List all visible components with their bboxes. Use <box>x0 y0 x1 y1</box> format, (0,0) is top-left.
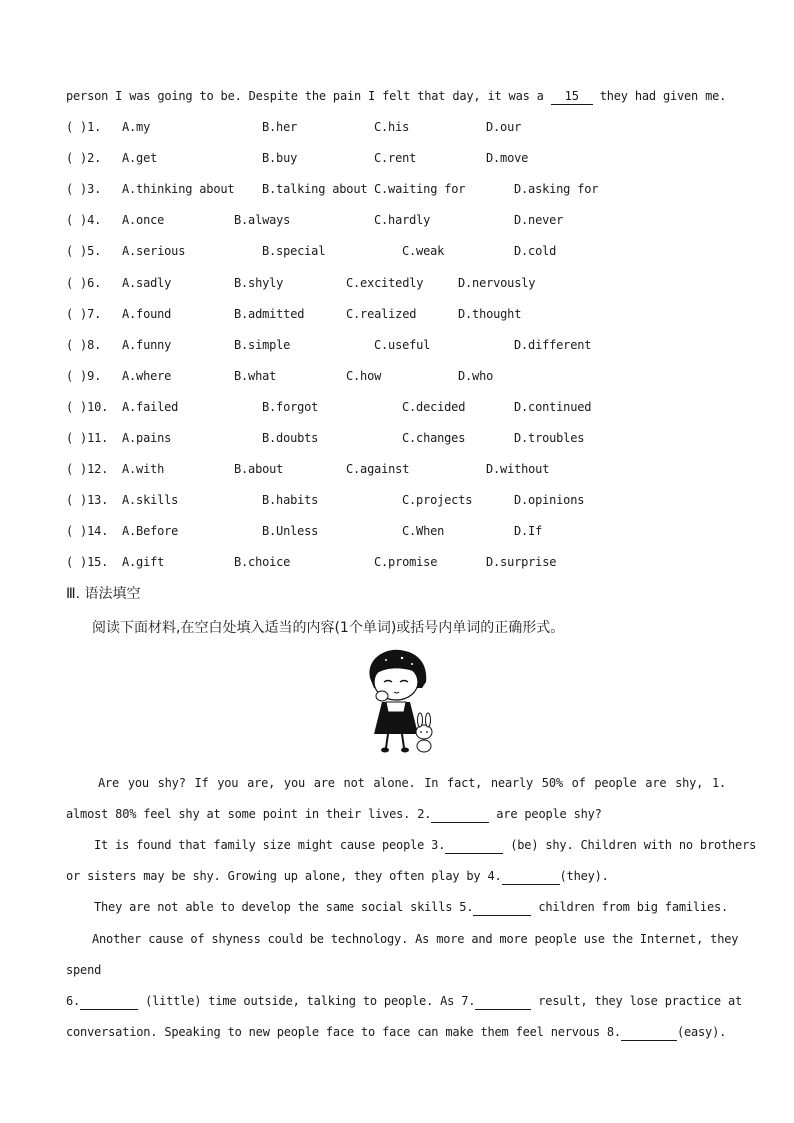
option-c: C.useful <box>374 337 431 352</box>
grammar-line-5: They are not able to develop the same social skills 5. children from big families. <box>94 900 729 914</box>
option-a: A.found <box>122 306 172 321</box>
option-b: B.forgot <box>262 399 319 414</box>
passage-end-before: person I was going to be. Despite the pain I felt that day, it was a <box>66 89 551 103</box>
grammar-line-9: conversation. Speaking to new people face to face can make them feel nervous 8. (easy). <box>66 1025 727 1039</box>
section-instruction: 阅读下面材料,在空白处填入适当的内容(1个单词)或括号内单词的正确形式。 <box>92 620 565 636</box>
option-d: D.without <box>486 462 550 477</box>
option-a: A.get <box>122 151 158 166</box>
option-a: A.funny <box>122 337 172 352</box>
blank-7[interactable] <box>475 993 531 1010</box>
blank-5[interactable] <box>473 899 531 916</box>
option-c: C.projects <box>402 493 473 508</box>
option-b: B.habits <box>262 493 319 508</box>
option-d: D.our <box>486 120 522 134</box>
option-a: A.thinking about <box>122 182 235 197</box>
question-number[interactable]: ( )14. <box>66 524 109 539</box>
option-c: C.When <box>402 524 445 539</box>
option-b: B.always <box>234 213 291 228</box>
option-b: B.admitted <box>234 306 305 321</box>
option-c: C.waiting for <box>374 182 466 197</box>
question-number[interactable]: ( )7. <box>66 306 102 321</box>
option-c: C.weak <box>402 244 445 259</box>
question-number[interactable]: ( )15. <box>66 555 109 570</box>
option-b: B.what <box>234 368 277 383</box>
option-a: A.gift <box>122 555 165 570</box>
option-c: C.decided <box>402 399 466 414</box>
blank-4[interactable] <box>502 868 560 885</box>
grammar-line-7: spend <box>66 963 102 977</box>
option-a: A.serious <box>122 244 186 259</box>
option-b: B.special <box>262 244 326 259</box>
blank-6[interactable] <box>80 993 138 1010</box>
blank-8[interactable] <box>621 1024 677 1041</box>
question-number[interactable]: ( )5. <box>66 244 102 259</box>
option-c: C.promise <box>374 555 438 570</box>
question-number[interactable]: ( )6. <box>66 275 102 290</box>
option-d: D.continued <box>514 399 592 414</box>
option-d: D.thought <box>458 306 522 321</box>
question-number[interactable]: ( )11. <box>66 431 109 445</box>
option-a: A.Before <box>122 524 179 539</box>
option-b: B.shyly <box>234 275 284 290</box>
option-d: D.different <box>514 337 592 352</box>
option-b: B.simple <box>234 337 291 352</box>
option-c: C.excitedly <box>346 275 424 290</box>
passage-end-after: they had given me. <box>592 89 727 103</box>
option-a: A.once <box>122 213 165 228</box>
option-a: A.where <box>122 368 172 383</box>
option-b: B.buy <box>262 151 298 166</box>
option-b: B.choice <box>234 555 291 570</box>
option-a: A.my <box>122 120 151 134</box>
option-b: B.talking about <box>262 182 368 197</box>
option-a: A.sadly <box>122 275 172 290</box>
option-c: C.how <box>346 368 382 383</box>
option-b: B.Unless <box>262 524 319 539</box>
question-number[interactable]: ( )4. <box>66 213 102 228</box>
option-d: D.never <box>514 213 564 228</box>
option-d: D.nervously <box>458 275 536 290</box>
option-c: C.against <box>346 462 410 477</box>
option-d: D.opinions <box>514 493 585 508</box>
question-number[interactable]: ( )9. <box>66 368 102 383</box>
grammar-line-1: Are you shy? If you are, you are not alone. In fact, nearly 50% of people are shy, 1. <box>98 776 726 790</box>
option-d: D.If <box>514 524 543 539</box>
grammar-line-2: almost 80% feel shy at some point in their lives. 2. are people shy? <box>66 807 602 821</box>
question-number[interactable]: ( )12. <box>66 462 109 477</box>
option-a: A.with <box>122 462 165 477</box>
option-d: D.asking for <box>514 182 599 197</box>
question-number[interactable]: ( )2. <box>66 151 102 166</box>
option-b: B.her <box>262 120 298 134</box>
option-d: D.move <box>486 151 529 166</box>
grammar-line-8: 6. (little) time outside, talking to people. As 7. result, they lose practice at <box>66 994 742 1008</box>
grammar-line-6: Another cause of shyness could be technology. As more and more people use the Internet, they <box>92 932 739 946</box>
option-c: C.his <box>374 120 410 134</box>
option-b: B.about <box>234 462 284 477</box>
option-d: D.troubles <box>514 431 585 445</box>
option-c: C.changes <box>402 431 466 445</box>
question-number[interactable]: ( )13. <box>66 493 109 508</box>
option-a: A.failed <box>122 399 179 414</box>
question-number[interactable]: ( )8. <box>66 337 102 352</box>
grammar-line-4: or sisters may be shy. Growing up alone, they often play by 4. (they). <box>66 869 609 883</box>
blank-3[interactable] <box>445 837 503 854</box>
option-c: C.realized <box>346 306 417 321</box>
passage-end-line <box>66 88 726 105</box>
cartoon-girl-image <box>356 648 440 756</box>
option-c: C.hardly <box>374 213 431 228</box>
option-d: D.who <box>458 368 494 383</box>
grammar-line-3: It is found that family size might cause people 3. (be) shy. Children with no brothers <box>94 838 757 852</box>
question-number[interactable]: ( )1. <box>66 120 102 134</box>
option-b: B.doubts <box>262 431 319 445</box>
option-a: A.pains <box>122 431 172 445</box>
blank-15[interactable]: 15 <box>551 88 593 105</box>
option-c: C.rent <box>374 151 417 166</box>
question-number[interactable]: ( )3. <box>66 182 102 197</box>
option-a: A.skills <box>122 493 179 508</box>
question-number[interactable]: ( )10. <box>66 399 109 414</box>
section-heading: Ⅲ. 语法填空 <box>66 586 141 602</box>
blank-2[interactable] <box>431 806 489 823</box>
option-d: D.cold <box>514 244 557 259</box>
option-d: D.surprise <box>486 555 557 570</box>
